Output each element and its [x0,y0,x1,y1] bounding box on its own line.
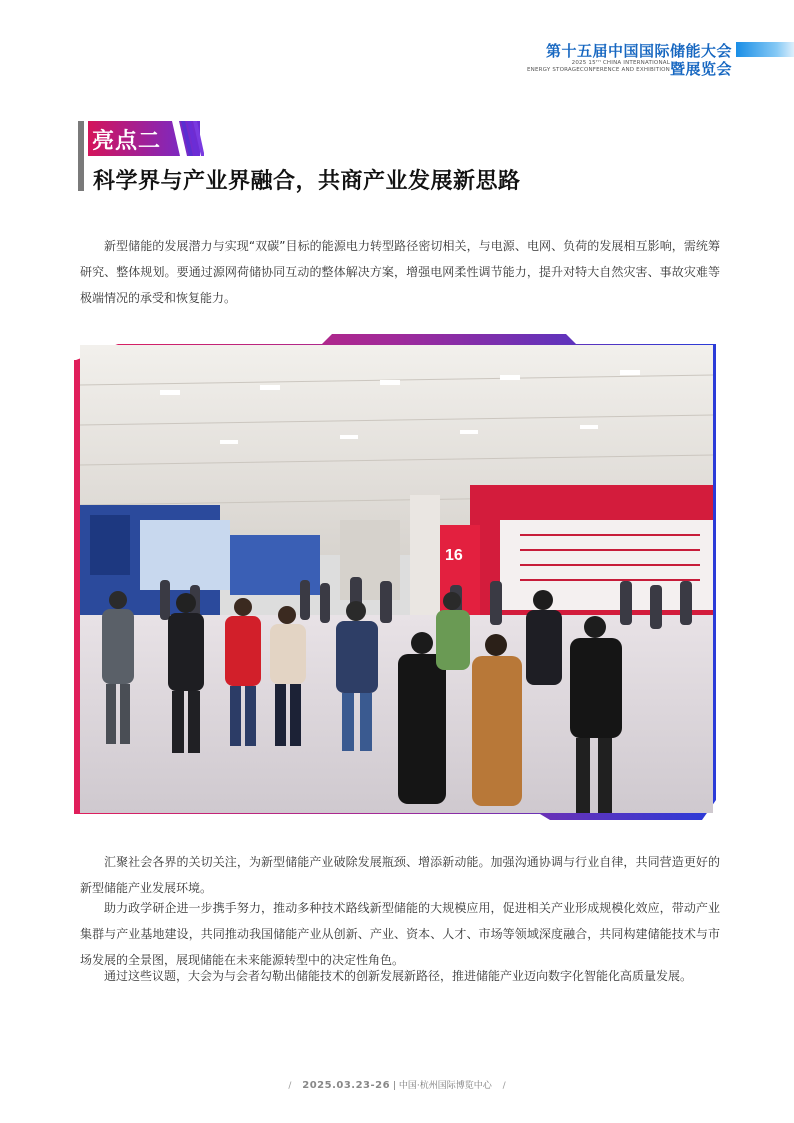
intro-paragraph: 新型储能的发展潜力与实现“双碳”目标的能源电力转型路径密切相关，与电源、电网、负荷的发展相互影响，需统筹研究、整体规划。要通过源网荷储协同互动的整体解决方案，增强电网柔性调节能力，提升对特大自然灾害、事故灾难等极端情况的承受和恢复能力。 [80,239,720,305]
header-accent-bar [736,42,794,57]
exhibition-hall-photo [80,345,713,813]
english-title-line-2: ENERGY STORAGECONFERENCE AND EXHIBITION [526,67,670,73]
conference-subtitle: 暨展览会 [669,60,732,78]
exhibition-photo-frame [70,330,724,824]
footer-slash-right: / [502,1081,506,1091]
event-venue: 中国·杭州国际博览中心 [398,1081,492,1091]
body-paragraph-2: 助力政学研企进一步携手努力，推动多种技术路线新型储能的大规模应用，促进相关产业形成规模化效应，带动产业集群与产业基地建设，共同推动我国储能产业从创新、产业、资本、人才、市场等领域深度融合，共同构建储能技术与市场发展的全景图，展现储能在未来能源转型中的决定性角色。 [80,901,720,967]
footer-separator: | [392,1081,396,1091]
footer-slash-left: / [288,1081,292,1091]
booth-sign: 16 [445,547,463,564]
page-footer [0,1078,794,1091]
conference-english-title [450,60,670,74]
event-date: 2025.03.23-26 [302,1080,391,1091]
tag-stripes-icon [172,121,204,156]
english-title-line-1: 2025 15ᵀᴴ CHINA INTERNATIONAL [571,60,670,66]
highlight-tag: 亮点二 [92,129,162,154]
section-heading: 科学界与产业界融合，共商产业发展新思路 [93,169,521,194]
body-paragraph-1: 汇聚社会各界的关切关注，为新型储能产业破除发展瓶颈、增添新动能。加强沟通协调与行业自律，共同营造更好的新型储能产业发展环境。 [80,855,720,895]
page-header [0,0,794,80]
conference-title: 第十五届中国国际储能大会 [545,42,732,60]
body-paragraph-3: 通过这些议题，大会为与会者勾勒出储能技术的创新发展新路径，推进储能产业迈向数字化智能化高质量发展。 [104,969,693,983]
heading-side-bar [78,121,84,191]
